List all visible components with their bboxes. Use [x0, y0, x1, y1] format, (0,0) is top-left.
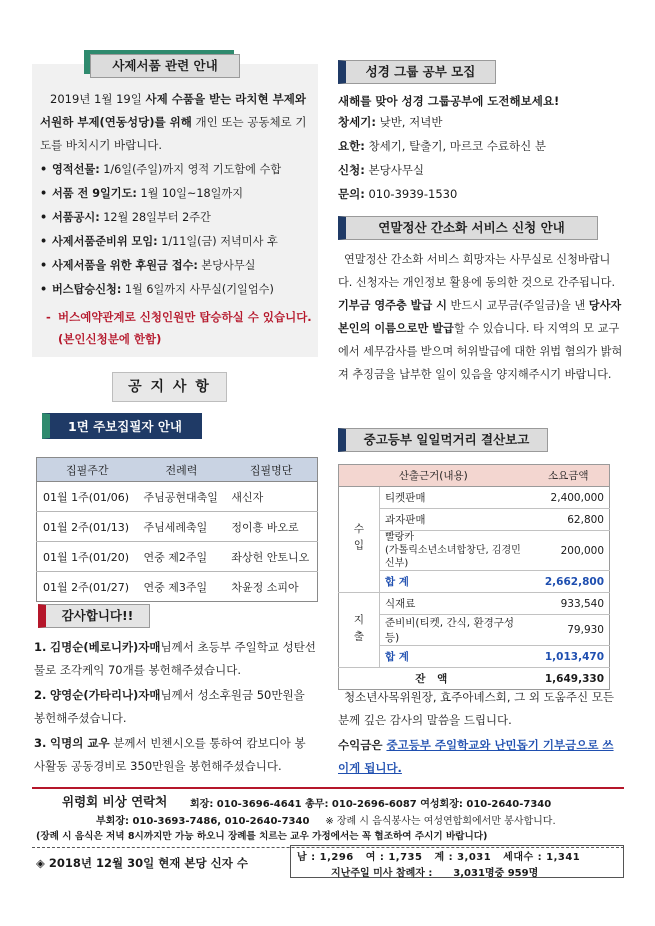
table-row: 잔 액 1,649,330: [339, 668, 610, 690]
list-item: • 서품 전 9일기도: 1월 10일~18일까지: [40, 182, 314, 206]
tax-service-title: 연말정산 간소화 서비스 신청 안내: [338, 216, 598, 240]
list-item: 신청: 본당사무실: [338, 163, 425, 177]
table-header: 집필명단: [225, 458, 317, 482]
table-row: 빨랑카 (가톨릭소년소녀합창단, 김경민신부) 200,000: [339, 531, 610, 571]
footer-divider: [32, 787, 624, 789]
expense-label: 지출: [339, 593, 380, 668]
table-row: 지출 식재료 933,540: [339, 593, 610, 615]
list-item: • 영적선물: 1/6일(주일)까지 영적 기도함에 수합: [40, 158, 314, 182]
table-row: 합 계 1,013,470: [339, 646, 610, 668]
duty-writer-table: [36, 457, 318, 602]
funeral-food-note: (장례 시 음식은 저녁 8시까지만 가능 하오니 장례를 치르는 교우 가정에서는 꼭 협조하여 주시기 바랍니다): [36, 831, 488, 842]
funeral-contact-line-1: 회장: 010-3696-4641 총무: 010-2696-6087 여성회장: 010-2640-7340: [190, 799, 552, 810]
list-item: • 사제서품을 위한 후원금 접수: 본당사무실: [40, 254, 314, 278]
table-row: 01월 1주(01/06) 주님공현대축일 새신자: [37, 482, 318, 512]
bible-study-details: [338, 110, 628, 206]
income-label: 수입: [339, 487, 380, 593]
tax-service-body: 연말정산 간소화 서비스 희망자는 사무실로 신청바랍니다. 신청자는 개인정보 활용에 동의한 것으로 간주됩니다. 기부금 영주층 발급 시 반드시 교무금(주일금)을 낸 당사자 본인의 이름으로만 발급할 수 있습니다. 타 지역의 모 교구에서 세무감사를 받으며 허위발급에 대한 위법 혐의가 밝혀져 추징금을 납부한 일이 있음을 양지해주시기 바랍니다.: [338, 253, 623, 381]
ordination-date: 2019년 1월 19일: [50, 92, 146, 106]
thanks-title: 감사합니다!!: [38, 604, 150, 628]
finance-revenue-note: 수익금은 중고등부 주일학교와 난민돕기 기부금으로 쓰이게 됩니다.: [338, 738, 614, 775]
table-row: 준비비(티켓, 간식, 환경구성 등) 79,930: [339, 615, 610, 646]
list-item: • 서품공시: 12월 28일부터 2주간: [40, 206, 314, 230]
table-header: 집필주간: [37, 458, 138, 482]
ordination-request: 개인 또는 공동체로 기도를 바치시기 바랍니다.: [40, 115, 307, 152]
thanks-item-2: 2. 양영순(가타리나)자매님께서 성소후원금 50만원을 봉헌해주셨습니다.: [34, 688, 305, 725]
mass-attendance: 지난주일 미사 참례자 : 3,031명중 959명: [331, 868, 539, 879]
table-row: 01월 1주(01/20) 연중 제2주일 좌상헌 안토니오: [37, 542, 318, 572]
table-row: 01월 2주(01/27) 연중 제3주일 차윤정 소피아: [37, 572, 318, 602]
list-item: 요한: 창세기, 탈출기, 마르코 수료하신 분: [338, 139, 546, 153]
duty-writer-title: 1면 주보집필자 안내: [42, 413, 202, 439]
table-header: 전례력: [138, 458, 226, 482]
table-row: 합 계 2,662,800: [339, 571, 610, 593]
ordination-subject: 사제 수품을 받는 라치현 부제와 서원하 부제(연동성당)를 위해: [40, 92, 306, 129]
list-item: • 버스탑승신청: 1월 6일까지 사무실(기일엄수): [40, 278, 314, 302]
ordination-title: 사제서품 관련 안내: [90, 54, 240, 78]
parishioner-count-stats: 남 : 1,296 여 : 1,735 계 : 3,031 세대수 : 1,341: [297, 852, 581, 863]
funeral-contact-title: 위령회 비상 연락처: [62, 794, 168, 809]
bible-study-title: 성경 그룹 공부 모집: [338, 60, 496, 84]
table-row: 01월 2주(01/13) 주님세례축일 정이흥 바오로: [37, 512, 318, 542]
parishioner-count-title: ◈ 2018년 12월 30일 현재 본당 신자 수: [36, 856, 248, 870]
thanks-item-3: 3. 익명의 교우 분께서 빈첸시오를 통하여 캄보디아 봉사활동 공동경비로 350만원을 봉헌해주셨습니다.: [34, 736, 306, 773]
ordination-list: [40, 158, 314, 302]
bus-note: - 버스예약관계로 신청인원만 탑승하실 수 있습니다. (본인신청분에 한함): [46, 310, 312, 346]
funeral-contact-line-2: 부회장: 010-3693-7486, 010-2640-7340 ※ 장례 시 음식봉사는 여성연합회에서만 봉사합니다.: [96, 816, 556, 827]
parishioner-count-box: [290, 845, 624, 878]
table-row: 수입 티켓판매 2,400,000: [339, 487, 610, 509]
thanks-item-1: 1. 김명순(베로니카)자매님께서 초등부 주일학교 성탄선물로 조각케익 70개를 봉헌해주셨습니다.: [34, 640, 316, 677]
table-row: 과자판매 62,800: [339, 509, 610, 531]
finance-table: [338, 464, 610, 690]
list-item: 창세기: 낮반, 저녁반: [338, 115, 443, 129]
bible-study-headline: 새해를 맞아 성경 그룹공부에 도전해보세요!: [338, 94, 560, 108]
table-header: 소요금액: [528, 465, 610, 487]
list-item: • 사제서품준비위 모임: 1/11일(금) 저녁미사 후: [40, 230, 314, 254]
table-header: 산출근거(내용): [339, 465, 528, 487]
list-item: 문의: 010-3939-1530: [338, 187, 458, 201]
finance-report-title: 중고등부 일일먹거리 결산보고: [338, 428, 548, 452]
finance-thanks: 청소년사목위원장, 효주아녜스회, 그 외 도움주신 모든 분께 깊은 감사의 말씀을 드립니다.: [338, 690, 614, 727]
notice-heading: 공 지 사 항: [112, 372, 227, 402]
ordination-paragraph: [40, 88, 310, 157]
